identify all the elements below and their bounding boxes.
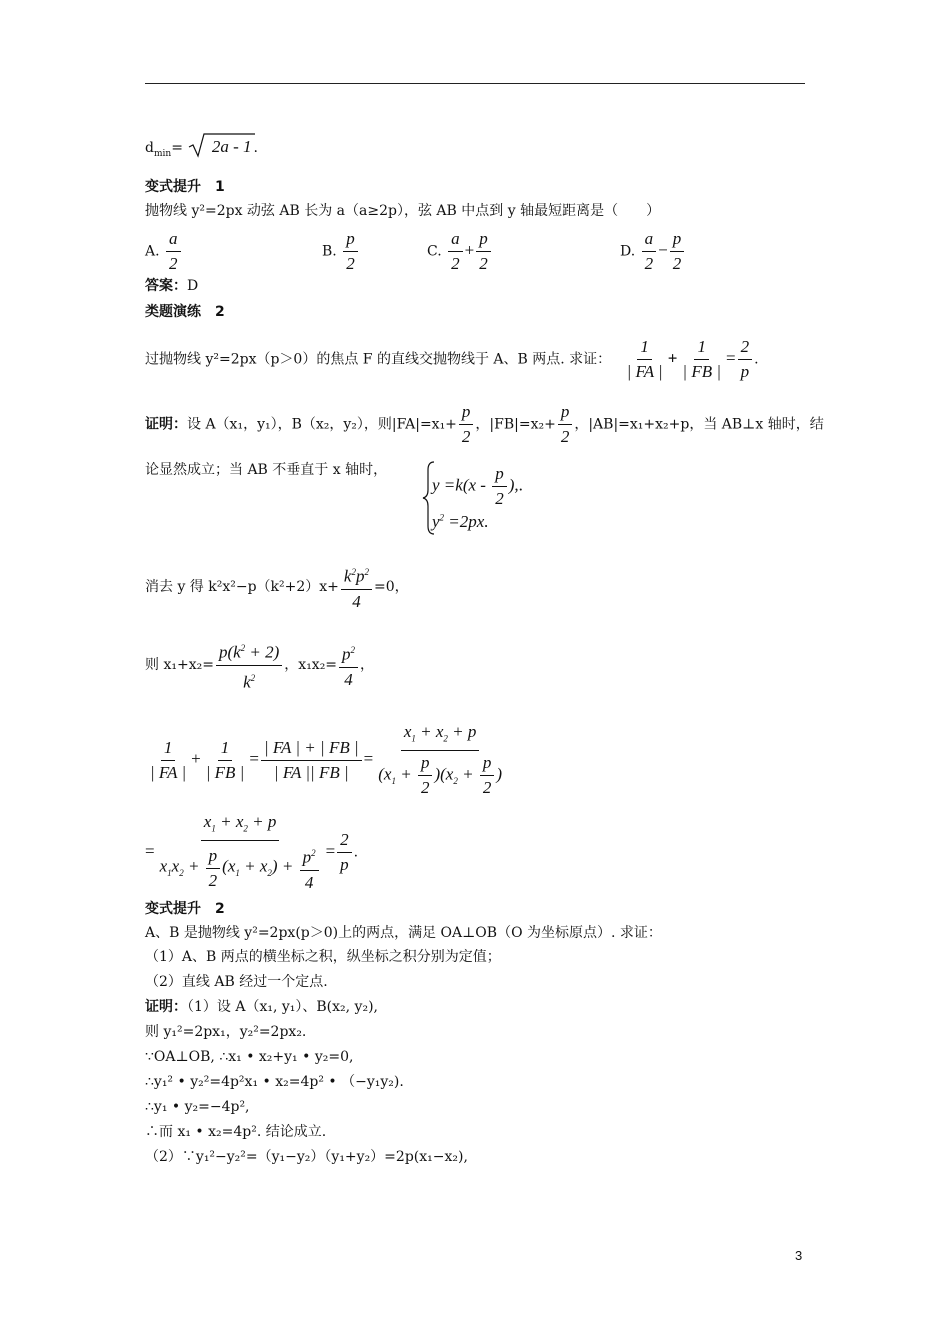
option-a-label: A. xyxy=(145,243,160,260)
proof-line-1: 证明：设 A（x₁，y₁），B（x₂，y₂），则|FA|=x₁+ $\frac{p}{2}$ ，|FB|=x₂+ $\frac{p}{2}$ ，|AB|=x₁+x₂+p，当 AB⊥x 轴时，结 xyxy=(145,402,824,446)
proof-line1c-text: ，|AB|=x₁+x₂+p，当 AB⊥x 轴时，结 xyxy=(574,416,824,433)
elim-end: =0， xyxy=(373,578,409,595)
sum-end: ， xyxy=(360,657,375,674)
p3-label: 证明： xyxy=(145,999,187,1015)
ex3-question-2: （2）直线 AB 经过一个定点. xyxy=(145,974,328,990)
option-b-label: B. xyxy=(322,243,337,260)
p3-line-4: ∴y₁² • y₂²=4p²x₁ • x₂=4p² • （−y₁y₂). xyxy=(145,1074,404,1090)
prod-prefix: ，x₁x₂= xyxy=(284,657,338,674)
equation-result: = $x_1 + x_2 + p$ $x_1x_2$ + $\frac{p}{2}$ $(x_1 + x_2)$ + $\frac{p^2}{4}$ = $\frac{2}{p}$ . xyxy=(145,812,359,893)
sum-prefix: 则 x₁+x₂= xyxy=(145,657,214,674)
dmin-expr: 2a - 1 xyxy=(211,137,252,156)
ex2-question-text: 过抛物线 y²=2px（p＞0）的焦点 F 的直线交抛物线于 A、B 两点. 求证： xyxy=(145,351,612,368)
p3-line-5: ∴y₁ • y₂=−4p², xyxy=(145,1099,250,1115)
answer-label: 答案： xyxy=(145,278,187,294)
option-b: B. $\frac{p}{2}$ xyxy=(322,229,360,274)
proof-line2-text: 论显然成立；当 AB 不垂直于 x 轴时， xyxy=(145,462,388,478)
p3-line-1 xyxy=(145,997,378,1017)
dmin-eq: = xyxy=(171,140,183,156)
answer-value: D xyxy=(187,278,199,294)
dmin-d: d xyxy=(145,140,154,156)
ex3-question: A、B 是抛物线 y²=2px(p＞0)上的两点，满足 OA⊥OB（O 为坐标原点）. 求证： xyxy=(145,925,662,941)
answer-line xyxy=(145,276,198,296)
ex3-heading: 变式提升 2 xyxy=(145,901,225,917)
proof-label: 证明： xyxy=(145,416,187,433)
p3-line-3: ∵OA⊥OB, ∴x₁ • x₂+y₁ • y₂=0, xyxy=(145,1049,354,1065)
dmin-line xyxy=(145,132,306,164)
header-rule xyxy=(145,83,805,84)
p3-line1-text: （1）设 A（x₁, y₁）、B(x₂, y₂), xyxy=(187,999,378,1015)
p3-line-7: （2）∵y₁²−y₂²=（y₁−y₂）（y₁+y₂）=2p(x₁−x₂), xyxy=(145,1149,468,1165)
p3-line-2: 则 y₁²=2px₁，y₂²=2px₂. xyxy=(145,1024,307,1040)
page-number: 3 xyxy=(795,1248,803,1263)
option-c: C. $\frac{a}{2}$ + $\frac{p}{2}$ xyxy=(427,229,493,274)
option-d-label: D. xyxy=(620,243,636,260)
equation-reciprocal-sum: $\frac{1}{| FA |}$ + $\frac{1}{| FB |}$ = $\frac{| FA | + | FB |}{| FA || FB |}$ = $x_1 + x_2 + p$ ($x_1$ + $\frac{p}{2}$ )($x_2$ + $\frac{p}{2}$ ) xyxy=(150,722,502,798)
ex2-question: 过抛物线 y²=2px（p＞0）的焦点 F 的直线交抛物线于 A、B 两点. 求证： $\frac{1}{| FA |}$ + $\frac{1}{| FB |}$ = $\frac{2}{p}$ . xyxy=(145,337,759,381)
dmin-end: . xyxy=(253,140,258,156)
option-c-label: C. xyxy=(427,243,442,260)
elim-text: 消去 y 得 k²x²−p（k²+2）x+ xyxy=(145,578,339,595)
option-d: D. $\frac{a}{2}$ − $\frac{p}{2}$ xyxy=(620,229,686,274)
vieta-line: 则 x₁+x₂= $\frac{p(k^2 + 2)}{k^2}$ ，x₁x₂= $\frac{p^2}{4}$ ， xyxy=(145,638,374,692)
p3-line-6: ∴而 x₁ • x₂=4p². 结论成立. xyxy=(145,1124,327,1140)
proof-line1-text: 设 A（x₁，y₁），B（x₂，y₂），则|FA|=x₁+ xyxy=(187,416,457,433)
proof-line-2 xyxy=(145,460,387,480)
elim-line: 消去 y 得 k²x²−p（k²+2）x+ $\frac{k^2p^2}{4}$ =0， xyxy=(145,562,409,612)
ex3-question-1: （1）A、B 两点的横坐标之积，纵坐标之积分别为定值； xyxy=(145,949,501,965)
ex2-heading: 类题演练 2 xyxy=(145,304,225,320)
ex1-heading: 变式提升 1 xyxy=(145,179,225,195)
proof-line1b-text: ，|FB|=x₂+ xyxy=(475,416,556,433)
dmin-sub: min xyxy=(153,148,172,159)
option-a: A. $\frac{a}{2}$ xyxy=(145,229,183,274)
ex1-question: 抛物线 y²=2px 动弦 AB 长为 a（a≥2p），弦 AB 中点到 y 轴最短距离是（ ） xyxy=(145,203,661,219)
